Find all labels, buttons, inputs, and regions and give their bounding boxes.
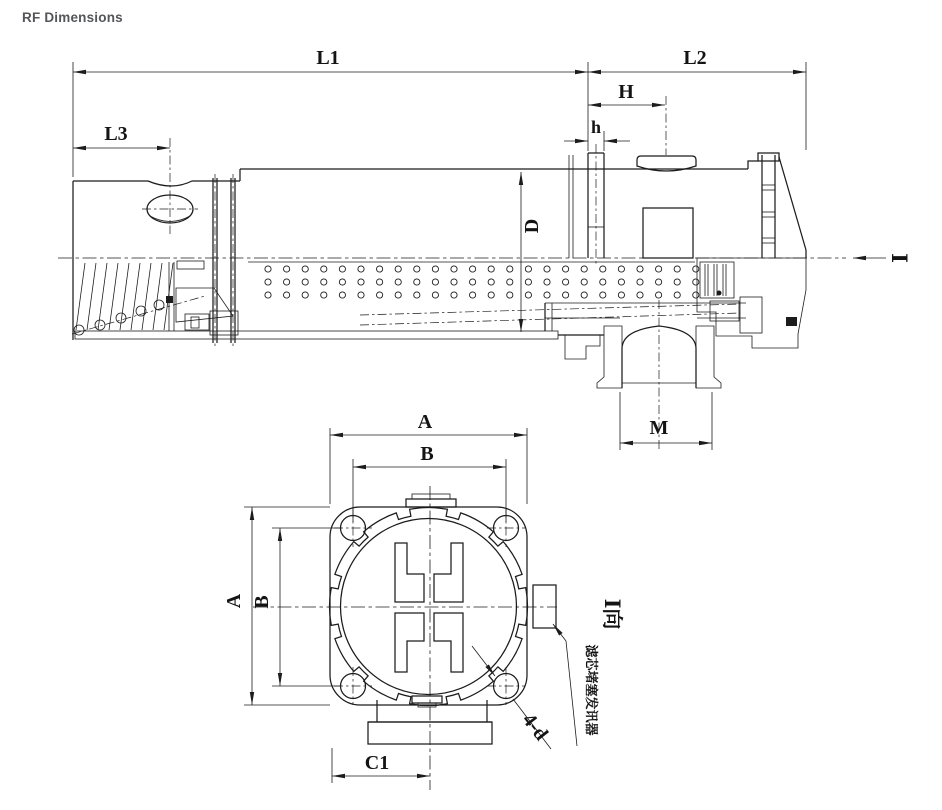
dim-label-h-upper: H	[618, 81, 634, 103]
element-endcap	[166, 261, 238, 335]
top-tab	[406, 499, 456, 507]
dim-label-b-left: B	[251, 595, 273, 609]
sensor-note: 滤芯堵塞发讯器	[583, 644, 598, 736]
bolt-holes-label: 4-d	[517, 709, 553, 745]
page-title: RF Dimensions	[22, 10, 123, 25]
dim-label-h-lower: h	[590, 117, 602, 137]
spring-coils	[76, 263, 173, 330]
perforation-grid	[265, 266, 699, 298]
cover-circle	[341, 519, 517, 695]
dim-label-d: D	[521, 218, 543, 234]
cap-ribs	[762, 185, 775, 243]
side-boss	[643, 208, 693, 258]
dim-label-l1: L1	[316, 47, 340, 69]
cover-logo	[395, 543, 463, 672]
side-view	[58, 47, 912, 452]
section-marker-i: I	[887, 253, 912, 263]
dim-label-l2: L2	[683, 47, 707, 69]
end-view-geometry	[253, 486, 557, 790]
side-view-dimensions	[73, 47, 912, 450]
side-view-geometry	[58, 96, 846, 452]
dim-label-l3: L3	[104, 123, 128, 145]
bottom-tab	[412, 696, 442, 703]
sensor-boss	[533, 585, 556, 628]
mesh-band	[75, 331, 558, 339]
dim-label-b-top: B	[420, 443, 434, 465]
dim-label-c1: C1	[364, 752, 390, 774]
view-label-i: I向	[600, 598, 625, 630]
end-view	[223, 411, 625, 790]
dim-label-a-top: A	[417, 411, 433, 433]
mount-foot	[565, 335, 600, 359]
spring-wire-sections	[74, 300, 164, 335]
dim-label-m: M	[649, 417, 669, 439]
dim-label-a-left: A	[223, 593, 245, 609]
